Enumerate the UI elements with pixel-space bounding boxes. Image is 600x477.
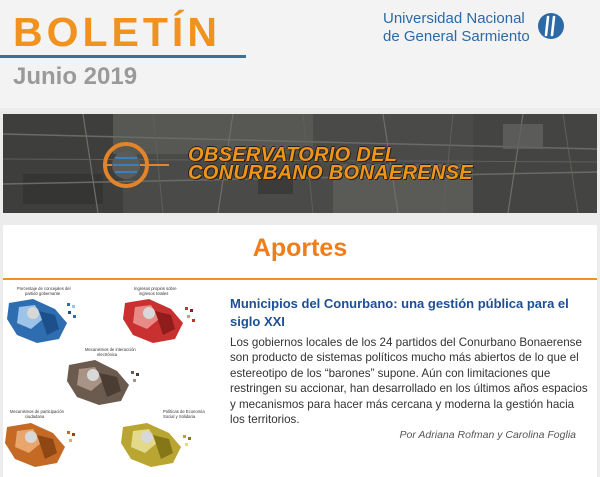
map-3-label-line1: Mecanismos de interacción (85, 347, 136, 352)
map-4-label-line1: Mecanismos de participación (10, 409, 64, 414)
map-economia-social (121, 409, 205, 467)
municipal-maps-image[interactable] (3, 285, 218, 475)
map-4-label-line2: ciudadana (25, 414, 45, 419)
university-name[interactable] (383, 10, 530, 46)
map-2-label-line1: Ingresos propios sobre (134, 286, 177, 291)
map-2-label-line2: ingresos totales (139, 291, 169, 296)
article-title-link[interactable]: Municipios del Conurbano: una gestión pública para el siglo XXI (230, 296, 569, 329)
map-3-label-line2: electrónica (97, 352, 118, 357)
map-1-label-line1: Porcentaje de concejales del (17, 286, 71, 291)
map-ingresos (123, 286, 195, 343)
issue-date: Junio 2019 (13, 63, 138, 90)
map-participacion-ciudadana (5, 409, 75, 467)
university-logo-icon[interactable] (537, 12, 565, 40)
newsletter-header (0, 0, 600, 108)
map-interaccion-electronica (67, 347, 139, 405)
map-1-label-line2: partido gobernante (25, 291, 61, 296)
section-divider (3, 278, 597, 280)
observatory-title-line2: CONURBANO BONAERENSE (188, 162, 473, 184)
observatory-title (188, 146, 473, 182)
content-panel (3, 225, 597, 477)
university-name-line2: de General Sarmiento (383, 28, 530, 45)
map-5-label-line2: Social y Solidaria (163, 414, 196, 419)
title-underline (0, 55, 246, 58)
map-5-label-line1: Políticas de Economía (163, 409, 205, 414)
article-author: Por Adriana Rofman y Carolina Foglia (399, 429, 576, 441)
map-concejales (7, 286, 76, 343)
observatory-banner[interactable] (3, 114, 597, 213)
article-summary: Los gobiernos locales de los 24 partidos del Conurbano Bonaerense son producto de sistemas políticos mucho más abiertos de lo que el estereotipo de los “barones” supone. Aún con limitaciones que restringen su accionar, han desarrollado en los últimos años espacios y mecanismos para hacer más cercana y moderna la gestión hacia los territorios. (230, 336, 588, 427)
observatory-logo-icon (101, 140, 171, 190)
observatory-title-line1: OBSERVATORIO DEL (188, 144, 398, 166)
university-name-line1: Universidad Nacional (383, 10, 525, 27)
section-title: Aportes (252, 234, 348, 262)
newsletter-title: BOLETÍN (13, 9, 221, 55)
